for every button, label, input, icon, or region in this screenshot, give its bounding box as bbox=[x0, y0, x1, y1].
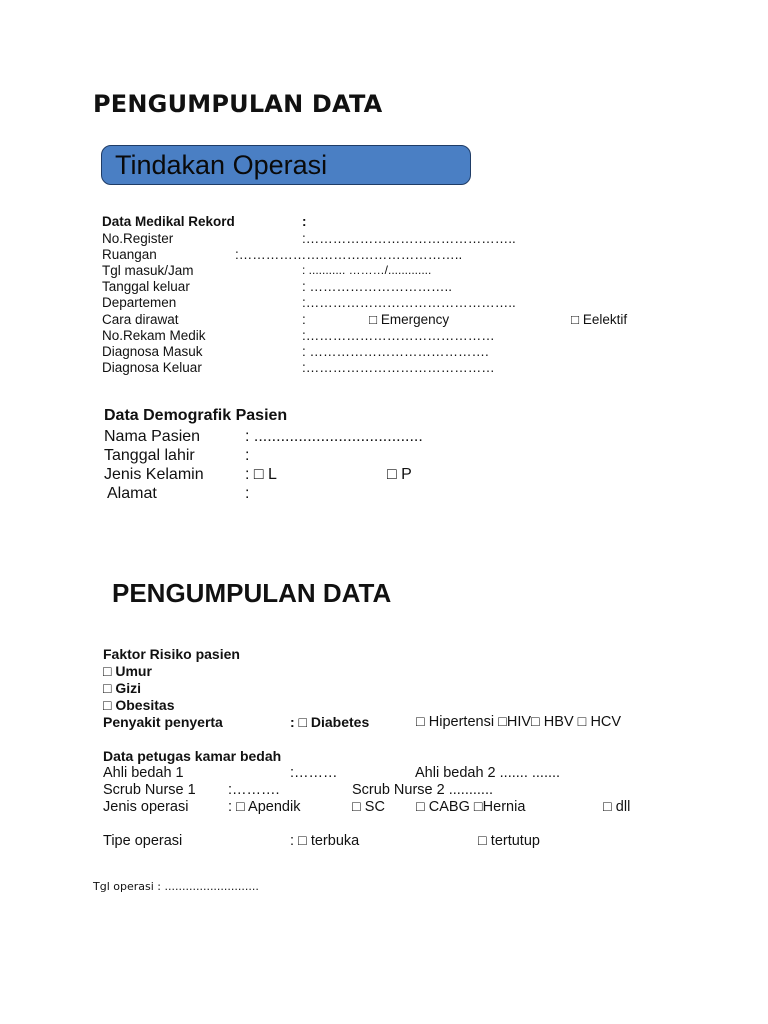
checkbox-gender-p[interactable]: □ P bbox=[387, 466, 412, 483]
page-title: PENGUMPULAN DATA bbox=[93, 90, 383, 118]
checkbox-cabg-hernia[interactable]: □ CABG □Hernia bbox=[416, 799, 526, 815]
checkbox-umur[interactable]: □ Umur bbox=[103, 663, 152, 679]
field-label-tipe-operasi: Tipe operasi bbox=[103, 833, 183, 849]
field-value-diagnosa-masuk: : …………………………………. bbox=[302, 344, 489, 359]
field-value-tgl-masuk: : ........... ………/............. bbox=[302, 263, 432, 277]
field-value-no-register: :……………………………………….. bbox=[302, 231, 516, 246]
demographics-title: Data Demografik Pasien bbox=[104, 407, 288, 424]
checkbox-emergency[interactable]: □ Emergency bbox=[369, 312, 450, 327]
field-label-tgl-masuk: Tgl masuk/Jam bbox=[102, 263, 194, 278]
checkbox-tertutup[interactable]: □ tertutup bbox=[478, 833, 540, 849]
field-scrub-nurse-2: Scrub Nurse 2 ........... bbox=[352, 782, 494, 798]
checkbox-sc[interactable]: □ SC bbox=[352, 799, 385, 815]
tindakan-operasi-label: Tindakan Operasi bbox=[115, 150, 328, 180]
medical-record-colon: : bbox=[302, 214, 307, 229]
field-label-no-register: No.Register bbox=[102, 231, 174, 246]
section-title: PENGUMPULAN DATA bbox=[112, 578, 392, 608]
checkbox-gizi[interactable]: □ Gizi bbox=[103, 680, 142, 696]
field-label-ruangan: Ruangan bbox=[102, 247, 157, 262]
comorbid-label: Penyakit penyerta bbox=[103, 714, 223, 730]
medical-record-title: Data Medikal Rekord bbox=[102, 214, 235, 229]
checkbox-dll[interactable]: □ dll bbox=[603, 799, 631, 815]
staff-title: Data petugas kamar bedah bbox=[103, 748, 282, 764]
checkbox-apendik[interactable]: : □ Apendik bbox=[228, 799, 301, 815]
field-label-tanggal-keluar: Tanggal keluar bbox=[102, 279, 190, 294]
checkbox-gender-l[interactable]: : □ L bbox=[245, 466, 277, 483]
field-ahli-bedah-2: Ahli bedah 2 ....... ....... bbox=[415, 765, 561, 781]
checkbox-elektif[interactable]: □ Eelektif bbox=[571, 312, 628, 327]
field-value-no-rekam-medik: :…………………………………… bbox=[302, 328, 495, 343]
field-value-nama-pasien: : ...................................... bbox=[245, 428, 423, 445]
field-label-diagnosa-masuk: Diagnosa Masuk bbox=[102, 344, 203, 359]
field-label-diagnosa-keluar: Diagnosa Keluar bbox=[102, 360, 202, 375]
field-label-no-rekam-medik: No.Rekam Medik bbox=[102, 328, 206, 343]
checkbox-diabetes[interactable]: : □ Diabetes bbox=[290, 714, 370, 730]
field-label-departemen: Departemen bbox=[102, 295, 177, 310]
field-label-cara-dirawat: Cara dirawat bbox=[102, 312, 179, 327]
checkbox-obesitas[interactable]: □ Obesitas bbox=[103, 697, 175, 713]
field-value-scrub-nurse-1: :………. bbox=[228, 782, 280, 798]
field-value-tanggal-keluar: : ………………………….. bbox=[302, 279, 453, 294]
field-label-alamat: Alamat bbox=[107, 485, 157, 502]
risk-factor-title: Faktor Risiko pasien bbox=[103, 646, 240, 662]
tgl-operasi-field: Tgl operasi : ........................... bbox=[93, 880, 259, 893]
comorbid-options[interactable]: □ Hipertensi □HIV□ HBV □ HCV bbox=[416, 714, 622, 730]
field-value-diagnosa-keluar: :…………………………………… bbox=[302, 360, 495, 375]
field-label-tanggal-lahir: Tanggal lahir bbox=[104, 447, 195, 464]
field-value-ruangan: :………………………………………….. bbox=[235, 247, 463, 262]
field-value-tanggal-lahir: : bbox=[245, 447, 250, 464]
field-value-alamat: : bbox=[245, 485, 250, 502]
field-value-cara-dirawat: : bbox=[302, 312, 306, 327]
field-label-ahli-bedah-1: Ahli bedah 1 bbox=[103, 765, 184, 781]
field-value-departemen: :……………………………………….. bbox=[302, 295, 516, 310]
field-label-jenis-kelamin: Jenis Kelamin bbox=[104, 466, 204, 483]
field-label-nama-pasien: Nama Pasien bbox=[104, 428, 201, 445]
checkbox-terbuka[interactable]: : □ terbuka bbox=[290, 833, 360, 849]
field-label-jenis-operasi: Jenis operasi bbox=[103, 799, 189, 815]
field-value-ahli-bedah-1: :……… bbox=[290, 765, 338, 781]
field-label-scrub-nurse-1: Scrub Nurse 1 bbox=[103, 782, 196, 798]
